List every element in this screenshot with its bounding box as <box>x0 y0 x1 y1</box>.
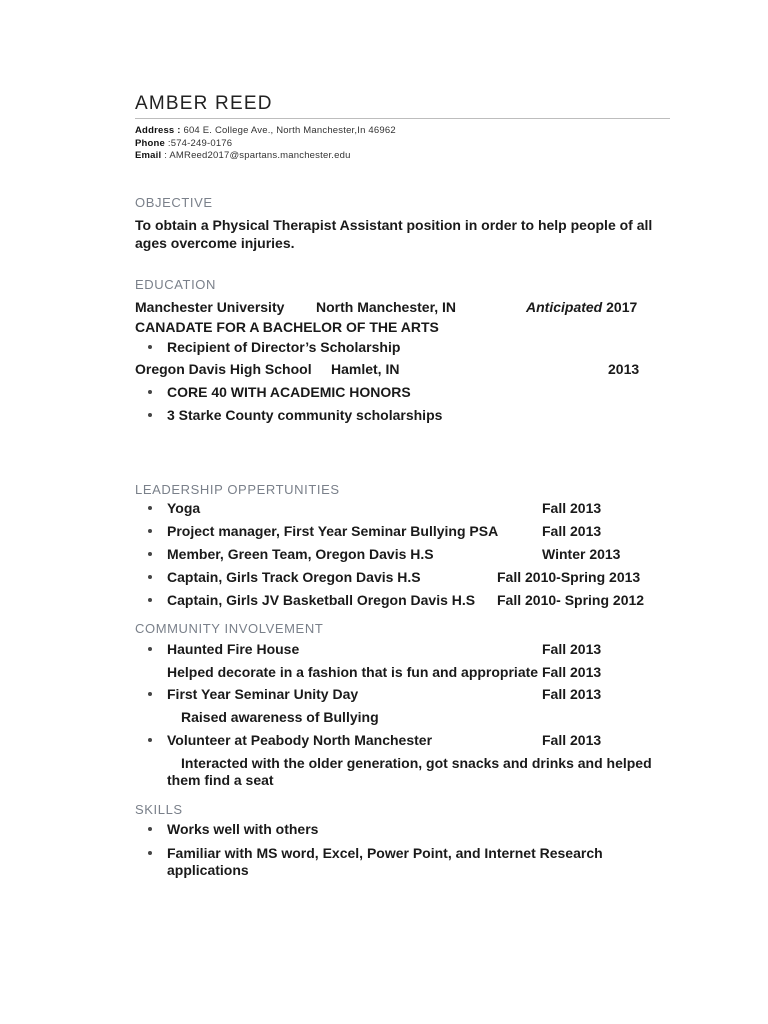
community-item-3-date: Fall 2013 <box>542 732 602 748</box>
bullet-dot <box>148 506 152 510</box>
bullet-dot <box>148 390 152 394</box>
community-item-1-date: Fall 2013 <box>542 641 602 657</box>
school1-degree: CANADATE FOR A BACHELOR OF THE ARTS <box>135 319 439 335</box>
community-item-2-date: Fall 2013 <box>542 686 602 702</box>
bullet-dot <box>148 598 152 602</box>
leadership-item-4-date: Fall 2010-Spring 2013 <box>497 569 641 585</box>
email-label: Email <box>135 150 162 161</box>
leadership-item-1: Yoga <box>167 500 201 516</box>
school2-date: 2013 <box>608 361 640 377</box>
bullet-dot <box>148 345 152 349</box>
community-item-1: Haunted Fire House <box>167 641 300 657</box>
community-heading: COMMUNITY INVOLVEMENT <box>135 621 324 636</box>
leadership-heading: LEADERSHIP OPPERTUNITIES <box>135 482 340 497</box>
education-heading: EDUCATION <box>135 277 216 292</box>
school1-name: Manchester University <box>135 299 285 315</box>
school1-date <box>526 299 637 315</box>
bullet-dot <box>148 851 152 855</box>
address-value: 604 E. College Ave., North Manchester,In 46962 <box>180 125 396 136</box>
phone-value: :574-249-0176 <box>165 138 233 149</box>
community-item-3-detail-line2: them find a seat <box>167 772 274 788</box>
phone-label: Phone <box>135 138 166 149</box>
community-item-2-detail: Raised awareness of Bullying <box>181 709 379 725</box>
bullet-dot <box>148 413 152 417</box>
leadership-item-5-date: Fall 2010- Spring 2012 <box>497 592 645 608</box>
school1-location: North Manchester, IN <box>316 299 457 315</box>
leadership-item-4: Captain, Girls Track Oregon Davis H.S <box>167 569 421 585</box>
bullet-dot <box>148 647 152 651</box>
header-divider <box>135 118 670 119</box>
bullet-dot <box>148 827 152 831</box>
email-value: : AMReed2017@spartans.manchester.edu <box>161 150 351 161</box>
email-line <box>135 150 351 161</box>
leadership-item-3: Member, Green Team, Oregon Davis H.S <box>167 546 434 562</box>
community-item-3-detail-line1: Interacted with the older generation, got snacks and drinks and helped <box>181 755 652 771</box>
school2-bullet-2: 3 Starke County community scholarships <box>167 407 443 423</box>
bullet-dot <box>148 529 152 533</box>
bullet-dot <box>148 738 152 742</box>
objective-heading: OBJECTIVE <box>135 195 213 210</box>
skills-item-2-line2: applications <box>167 862 249 878</box>
leadership-item-3-date: Winter 2013 <box>542 546 621 562</box>
address-label: Address : <box>135 125 181 136</box>
address-line <box>135 125 396 136</box>
school1-bullet-1: Recipient of Director’s Scholarship <box>167 339 401 355</box>
school1-date-year: 2017 <box>602 299 638 315</box>
leadership-item-2: Project manager, First Year Seminar Bullying PSA <box>167 523 499 539</box>
school2-bullet-1: CORE 40 WITH ACADEMIC HONORS <box>167 384 411 400</box>
community-item-1-detail: Helped decorate in a fashion that is fun and appropriate <box>167 664 539 680</box>
community-item-2: First Year Seminar Unity Day <box>167 686 359 702</box>
school2-location: Hamlet, IN <box>331 361 400 377</box>
leadership-item-1-date: Fall 2013 <box>542 500 602 516</box>
leadership-item-2-date: Fall 2013 <box>542 523 602 539</box>
objective-text-line2: ages overcome injuries. <box>135 235 295 251</box>
leadership-item-5: Captain, Girls JV Basketball Oregon Davis H.S <box>167 592 476 608</box>
skills-item-1: Works well with others <box>167 821 319 837</box>
community-item-3: Volunteer at Peabody North Manchester <box>167 732 433 748</box>
skills-heading: SKILLS <box>135 802 183 817</box>
community-item-1-detail-date: Fall 2013 <box>542 664 602 680</box>
skills-item-2-line1: Familiar with MS word, Excel, Power Point, and Internet Research <box>167 845 603 861</box>
phone-line <box>135 138 232 149</box>
school2-name: Oregon Davis High School <box>135 361 312 377</box>
bullet-dot <box>148 552 152 556</box>
bullet-dot <box>148 575 152 579</box>
bullet-dot <box>148 692 152 696</box>
resume-name: AMBER REED <box>135 93 273 114</box>
school1-date-word: Anticipated <box>526 299 603 315</box>
objective-text-line1: To obtain a Physical Therapist Assistant position in order to help people of all <box>135 217 653 233</box>
